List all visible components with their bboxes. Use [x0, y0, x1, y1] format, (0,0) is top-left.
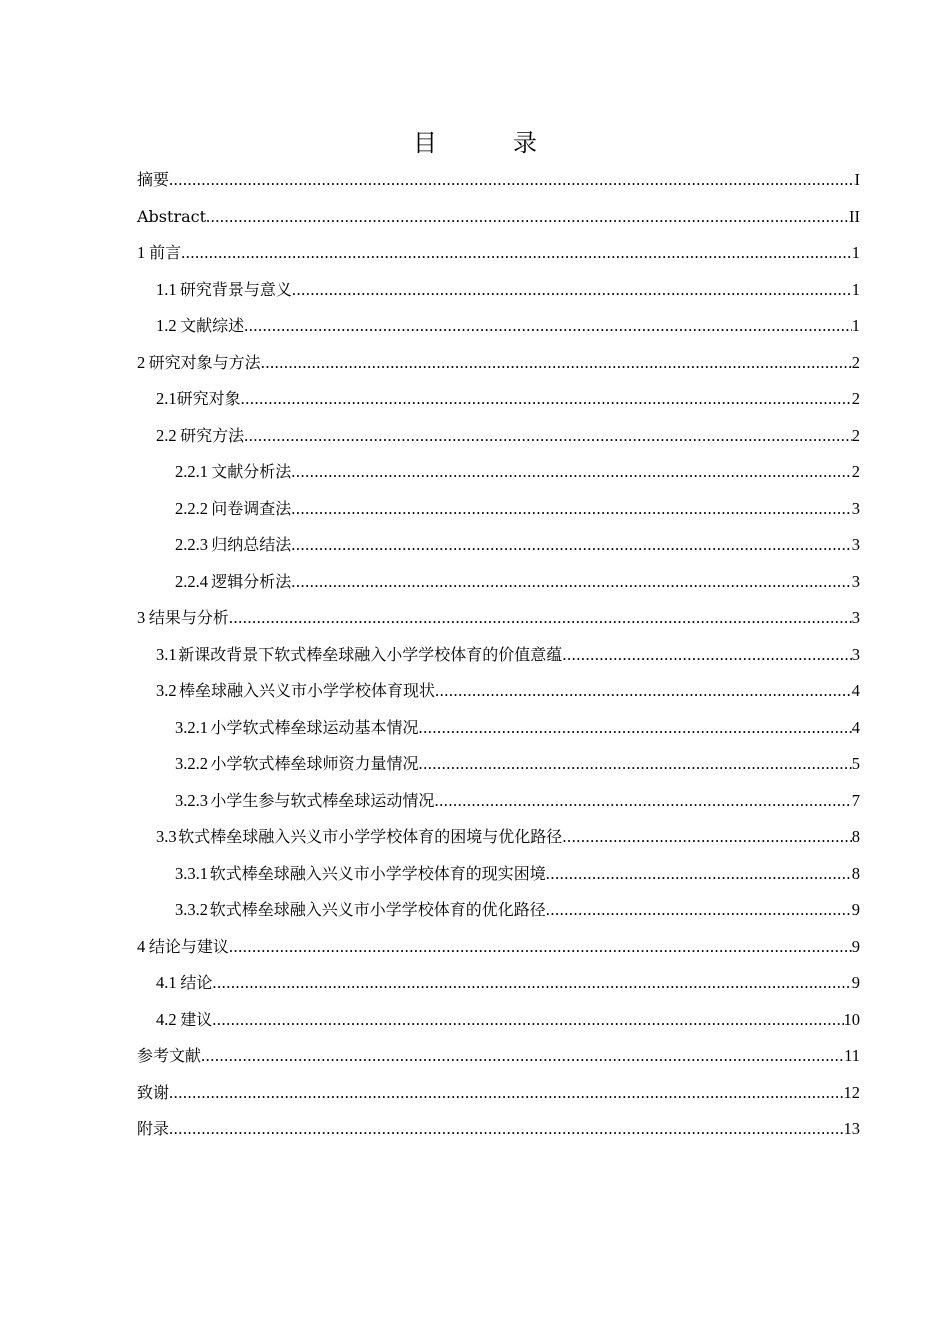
toc-entry-label: 结论与建议 [148, 936, 229, 956]
toc-entry-number: 3.3.2 [175, 900, 208, 919]
toc-page-number: 12 [843, 1082, 860, 1102]
toc-entry-label: 研究背景与意义 [179, 279, 292, 299]
toc-entry[interactable] [137, 783, 860, 820]
toc-dot-leader [212, 1002, 843, 1039]
toc-page-number: 9 [851, 900, 860, 919]
toc-dot-leader [169, 1075, 843, 1112]
toc-entry-number: 2.1 [156, 389, 177, 408]
toc-entry[interactable] [137, 965, 860, 1002]
toc-page-number: 1 [851, 243, 860, 262]
toc-dot-leader [562, 637, 851, 674]
toc-entry-label: Abstract [137, 206, 207, 226]
toc-dot-leader [292, 272, 852, 309]
toc-dot-leader [212, 965, 851, 1002]
toc-dot-leader [181, 235, 852, 272]
toc-entry-number: 2.2.4 [175, 571, 208, 591]
toc-dot-leader [546, 892, 852, 929]
toc-entry-number: 1.2 [156, 316, 177, 335]
toc-dot-leader [546, 856, 852, 893]
toc-entry-number: 1.1 [156, 279, 177, 299]
toc-entry[interactable] [137, 856, 860, 893]
toc-entry[interactable] [137, 929, 860, 966]
toc-dot-leader [244, 308, 852, 345]
toc-dot-leader [244, 418, 852, 455]
toc-dot-leader [261, 345, 852, 382]
toc-dot-leader [169, 1111, 843, 1148]
toc-entry[interactable] [137, 454, 860, 491]
toc-entry[interactable] [137, 673, 860, 710]
toc-entry[interactable] [137, 308, 860, 345]
toc-entry-number: 3.2 [156, 681, 177, 700]
toc-entry[interactable] [137, 345, 860, 382]
toc-entry-number: 3.2.3 [175, 790, 208, 810]
toc-entry[interactable] [137, 1075, 860, 1112]
toc-page-number: II [849, 206, 860, 226]
toc-entry-number: 3.2.2 [175, 754, 208, 773]
toc-entry[interactable] [137, 418, 860, 455]
toc-entry-label: 研究方法 [180, 425, 245, 445]
toc-entry-label: 结果与分析 [148, 608, 229, 627]
toc-dot-leader [291, 491, 851, 528]
toc-page-number: 2 [851, 425, 860, 445]
toc-page-number: 9 [851, 973, 860, 992]
toc-entry[interactable] [137, 1038, 860, 1075]
toc-page-number: 1 [851, 316, 860, 335]
toc-page-number: 3 [851, 571, 860, 591]
toc-entry[interactable] [137, 272, 860, 309]
toc-entry-number: 4.2 [156, 1009, 177, 1029]
toc-dot-leader [206, 199, 849, 236]
toc-page-number: 3 [851, 644, 860, 664]
toc-entry[interactable] [137, 892, 860, 929]
toc-entry-label: 棒垒球融入兴义市小学学校体育现状 [179, 681, 436, 700]
toc-entry-label: 研究对象与方法 [148, 352, 261, 372]
toc-entry-label: 附录 [137, 1119, 170, 1138]
toc-page-number: 11 [844, 1046, 860, 1065]
toc-page-number: 8 [851, 863, 860, 883]
toc-entry[interactable] [137, 819, 860, 856]
toc-entry-number: 3.3 [156, 827, 177, 846]
toc-entry[interactable] [137, 1002, 860, 1039]
toc-entry-number: 3.2.1 [175, 717, 208, 737]
toc-entry-number: 3.1 [156, 644, 177, 664]
toc-entry-label: 前言 [149, 243, 182, 262]
toc-dot-leader [419, 710, 852, 747]
toc-entry[interactable] [137, 564, 860, 601]
toc-entry-label: 软式棒垒球融入兴义市小学学校体育的困境与优化路径 [178, 827, 563, 846]
toc-entry-label: 结论 [180, 973, 213, 992]
toc-page-number: 4 [851, 681, 860, 700]
toc-page-number: 3 [851, 498, 860, 518]
toc-page-number: 5 [851, 754, 860, 773]
toc-entry[interactable] [137, 746, 860, 783]
toc-dot-leader [229, 929, 852, 966]
toc-dot-leader [435, 673, 852, 710]
toc-page-number: 3 [851, 535, 860, 554]
toc-entry-label: 小学软式棒垒球师资力量情况 [210, 754, 419, 773]
toc-entry-number: 1 [137, 243, 146, 262]
toc-dot-leader [434, 783, 851, 820]
toc-page-number: 4 [851, 717, 860, 737]
toc-entry[interactable] [137, 527, 860, 564]
toc-entry-label: 小学软式棒垒球运动基本情况 [210, 717, 419, 737]
toc-entry-number: 3 [137, 608, 146, 627]
toc-entry-label: 新课改背景下软式棒垒球融入小学学校体育的价值意蕴 [178, 644, 563, 664]
toc-entry-label: 软式棒垒球融入兴义市小学学校体育的现实困境 [209, 863, 546, 883]
toc-entry-label: 研究对象 [176, 389, 241, 408]
toc-dot-leader [169, 162, 854, 199]
toc-dot-leader [419, 746, 852, 783]
toc-page-number: 10 [843, 1009, 860, 1029]
toc-entry[interactable] [137, 1111, 860, 1148]
toc-entry[interactable] [137, 491, 860, 528]
toc-entry-label: 文献分析法 [211, 462, 292, 481]
toc-entry[interactable] [137, 162, 860, 199]
toc-entry-number: 4.1 [156, 973, 177, 992]
toc-entry-label: 文献综述 [180, 316, 245, 335]
toc-entry[interactable] [137, 710, 860, 747]
toc-entry[interactable] [137, 381, 860, 418]
toc-page-number: 13 [843, 1119, 860, 1138]
toc-entry-number: 2.2.3 [175, 535, 208, 554]
toc-page-number: 7 [851, 790, 860, 810]
toc-entry-number: 3.3.1 [175, 863, 208, 883]
toc-page-number: 8 [851, 827, 860, 846]
toc-entry-label: 归纳总结法 [211, 535, 292, 554]
toc-dot-leader [201, 1038, 844, 1075]
toc-page-number: 3 [851, 608, 860, 627]
toc-entry-label: 软式棒垒球融入兴义市小学学校体育的优化路径 [209, 900, 546, 919]
toc-dot-leader [291, 564, 851, 601]
toc-page-number: 2 [851, 352, 860, 372]
toc-entry[interactable] [137, 235, 860, 272]
toc-entry-number: 4 [137, 936, 146, 956]
toc-entry-number: 2.2 [156, 425, 177, 445]
toc-entry-number: 2.2.2 [175, 498, 208, 518]
toc-entry[interactable] [137, 637, 860, 674]
toc-page-number: 9 [851, 936, 860, 956]
toc-dot-leader [241, 381, 852, 418]
toc-entry-label: 逻辑分析法 [211, 571, 292, 591]
toc-dot-leader [229, 600, 852, 637]
toc-entry[interactable] [137, 600, 860, 637]
page-title: 目 录 [413, 129, 563, 157]
toc-page-number: 2 [851, 389, 860, 408]
toc-entry[interactable] [137, 199, 860, 236]
toc-page-number: 1 [851, 279, 860, 299]
table-of-contents [137, 162, 860, 1148]
toc-entry-label: 问卷调查法 [211, 498, 292, 518]
toc-entry-label: 致谢 [137, 1082, 170, 1102]
toc-entry-label: 摘要 [137, 170, 170, 189]
toc-page-number: I [854, 170, 860, 189]
toc-entry-number: 2 [137, 352, 146, 372]
toc-dot-leader [291, 454, 851, 491]
toc-entry-number: 2.2.1 [175, 462, 208, 481]
toc-page-number: 2 [851, 462, 860, 481]
toc-entry-label: 小学生参与软式棒垒球运动情况 [210, 790, 435, 810]
toc-entry-label: 建议 [180, 1009, 213, 1029]
toc-entry-label: 参考文献 [137, 1046, 202, 1065]
toc-dot-leader [291, 527, 851, 564]
toc-dot-leader [562, 819, 851, 856]
